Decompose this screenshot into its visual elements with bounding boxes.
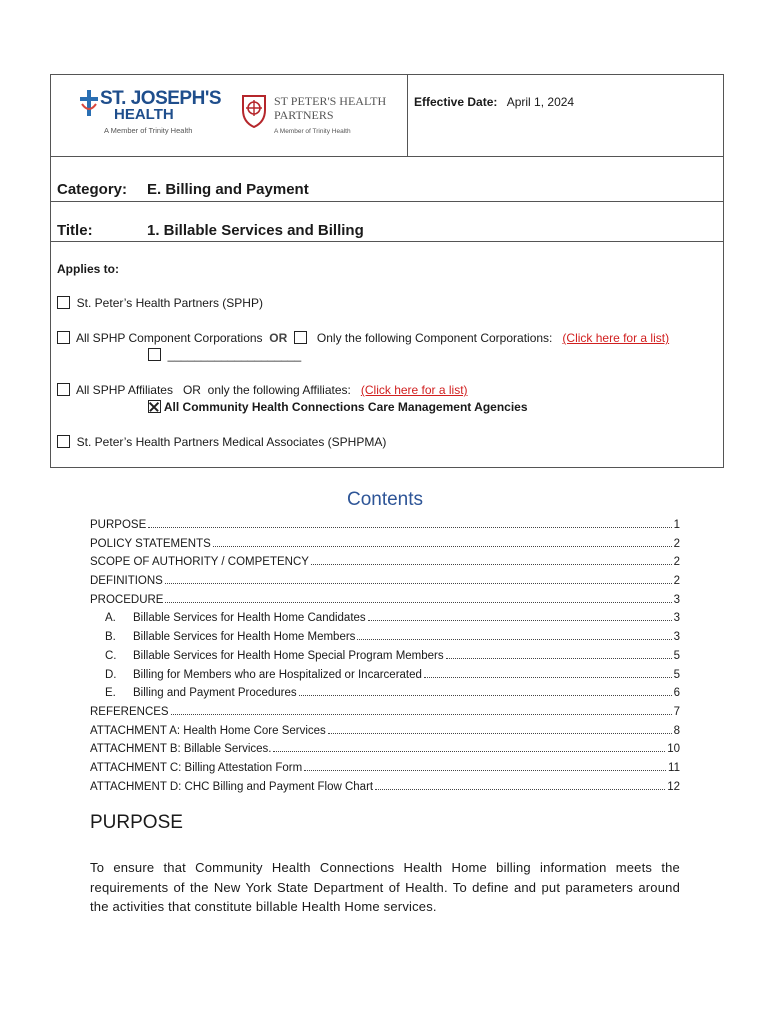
toc-leader-dots (165, 583, 672, 584)
toc-entry-page: 2 (673, 556, 680, 569)
toc-entry-text: Billable Services for Health Home Members (133, 631, 356, 644)
toc-entry-page: 5 (673, 649, 680, 662)
toc-leader-dots (446, 658, 672, 659)
toc-entry-text: POLICY STATEMENTS (90, 537, 211, 550)
toc-title: Contents (346, 489, 424, 510)
toc-entry-text: PROCEDURE (90, 593, 164, 606)
logo-right-tagline: A Member of Trinity Health (274, 128, 351, 135)
toc-entry[interactable] (90, 684, 680, 703)
toc-entry-page: 3 (673, 631, 680, 644)
category-row (57, 181, 309, 198)
title-value: 1. Billable Services and Billing (147, 222, 364, 239)
toc-entry[interactable] (90, 722, 680, 741)
toc-entry-text: SCOPE OF AUTHORITY / COMPETENCY (90, 556, 309, 569)
purpose-text: To ensure that Community Health Connections Health Home billing information meets the requirements of the New York State Department of Health. To define and put parameters around the activities that constitute billable Health Home services. (90, 860, 680, 914)
toc-leader-dots (424, 677, 672, 678)
toc-entry-text: PURPOSE (90, 519, 147, 531)
toc-entry[interactable] (90, 609, 680, 628)
purpose-heading: PURPOSE (90, 812, 183, 833)
component-following-label: Only the following Component Corporations: (316, 331, 553, 345)
sphp-label: St. Peter’s Health Partners (SPHP) (76, 296, 263, 310)
toc-leader-dots (148, 527, 671, 528)
affiliates-all-label: All SPHP Affiliates (76, 383, 173, 397)
toc-entry-letter: C. (105, 649, 117, 662)
toc-entry-text: DEFINITIONS (90, 575, 163, 588)
logo-right-main: ST PETER'S HEALTH (274, 94, 387, 108)
toc-entry-page: 2 (673, 537, 680, 550)
toc-entry[interactable] (90, 666, 680, 685)
title-label: Title: (57, 222, 93, 239)
affiliates-list-link[interactable]: (Click here for a list) (360, 383, 468, 397)
toc-entry-page: 11 (668, 761, 680, 774)
title-row (57, 222, 364, 239)
toc-entry-page: 3 (673, 593, 680, 606)
toc-entry-page: 6 (673, 687, 680, 700)
sphpma-checkbox[interactable] (57, 435, 70, 448)
toc-leader-dots (311, 564, 672, 565)
toc-entry-text: Billing for Members who are Hospitalized or Incarcerated (133, 668, 422, 681)
toc-entry-text: ATTACHMENT B: Billable Services. (90, 743, 272, 756)
category-value: E. Billing and Payment (147, 181, 309, 198)
component-all-label: All SPHP Component Corporations (76, 331, 263, 345)
toc-entry-letter: A. (105, 612, 116, 625)
chc-checkbox-checked[interactable] (148, 400, 161, 413)
logo-left-main: ST. JOSEPH'S (100, 88, 222, 109)
toc-leader-dots (375, 789, 665, 790)
component-list-link[interactable]: (Click here for a list) (562, 331, 670, 345)
toc-entry-text: Billable Services for Health Home Special Program Members (133, 649, 444, 662)
category-label: Category: (57, 181, 128, 198)
toc-entry-text: ATTACHMENT A: Health Home Core Services (90, 724, 326, 737)
toc-entry[interactable] (90, 535, 680, 554)
component-blank-checkbox[interactable] (148, 348, 161, 361)
toc-entry[interactable] (90, 703, 680, 722)
toc-entry-page: 12 (667, 780, 680, 793)
applies-sphp-row (57, 296, 263, 310)
toc-leader-dots (304, 770, 666, 771)
toc-leader-dots (171, 714, 672, 715)
toc-entry-letter: B. (105, 631, 116, 644)
shield-icon (240, 94, 268, 128)
toc-entry[interactable] (90, 628, 680, 647)
chc-label: All Community Health Connections Care Management Agencies (163, 400, 528, 414)
toc-leader-dots (328, 733, 672, 734)
toc-leader-dots (273, 751, 665, 752)
toc-entry[interactable] (90, 778, 680, 797)
st-josephs-health-logo (80, 88, 222, 138)
logo-left-tagline: A Member of Trinity Health (104, 126, 193, 135)
affiliates-all-checkbox[interactable] (57, 383, 70, 396)
effective-date (414, 95, 574, 109)
logo-right-sub: PARTNERS (274, 108, 334, 122)
logo-left-sub: HEALTH (114, 106, 174, 123)
affiliates-following-label: only the following Affiliates: (207, 383, 351, 397)
toc-entry-letter: D. (105, 668, 117, 681)
toc-leader-dots (368, 620, 672, 621)
toc-entry[interactable] (90, 647, 680, 666)
component-following-checkbox[interactable] (294, 331, 307, 344)
st-peters-health-partners-logo (240, 94, 390, 140)
cross-icon (80, 90, 98, 116)
toc-entry-page: 8 (673, 724, 680, 737)
toc-entry[interactable] (90, 740, 680, 759)
toc-leader-dots (213, 546, 672, 547)
toc-entry-text: Billable Services for Health Home Candidates (133, 612, 366, 625)
toc-leader-dots (165, 602, 671, 603)
toc-entry-text: Billing and Payment Procedures (133, 687, 297, 700)
or-label-1: OR (269, 331, 288, 345)
toc-entry-page: 10 (667, 743, 680, 756)
chc-row (148, 400, 528, 414)
toc-leader-dots (299, 695, 672, 696)
toc-entry-page: 5 (673, 668, 680, 681)
toc-entry-text: ATTACHMENT C: Billing Attestation Form (90, 761, 303, 774)
toc-entry[interactable] (90, 572, 680, 591)
sphp-checkbox[interactable] (57, 296, 70, 309)
sphpma-label: St. Peter’s Health Partners Medical Associates (SPHPMA) (76, 435, 387, 449)
applies-sphpma-row (57, 435, 386, 449)
table-of-contents (90, 516, 680, 796)
toc-entry-page: 7 (673, 705, 680, 718)
component-blank-line[interactable]: ____________________ (167, 348, 302, 362)
toc-entry-letter: E. (105, 687, 116, 700)
component-all-checkbox[interactable] (57, 331, 70, 344)
toc-leader-dots (357, 639, 671, 640)
toc-entry-page: 1 (673, 519, 680, 531)
applies-affiliates-row (57, 383, 468, 397)
toc-entry-page: 2 (673, 575, 680, 588)
toc-entry[interactable] (90, 516, 680, 535)
component-blank-row (148, 348, 301, 362)
or-label-2: OR (182, 383, 201, 397)
toc-entry-text: REFERENCES (90, 705, 169, 718)
toc-entry[interactable] (90, 591, 680, 610)
effective-date-label: Effective Date: (414, 95, 498, 109)
applies-to-label: Applies to: (57, 262, 119, 276)
effective-date-value: April 1, 2024 (506, 95, 575, 109)
toc-entry-text: ATTACHMENT D: CHC Billing and Payment Flow Chart (90, 780, 374, 793)
applies-component-row (57, 331, 669, 345)
toc-entry[interactable] (90, 553, 680, 572)
toc-entry[interactable] (90, 759, 680, 778)
toc-entry-page: 3 (673, 612, 680, 625)
